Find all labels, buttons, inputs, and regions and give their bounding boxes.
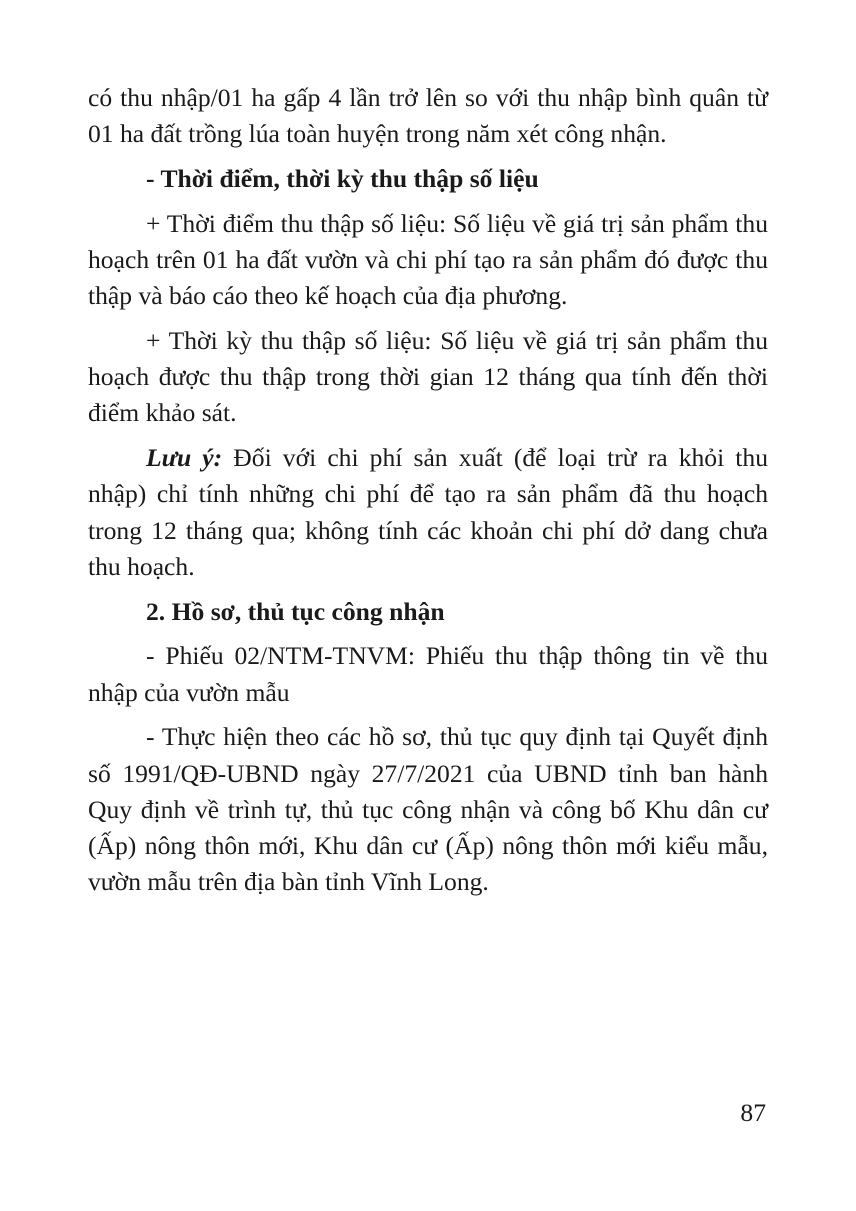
note-text: Đối với chi phí sản xuất (để loại trừ ra khỏi thu nhập) chỉ tính những chi phí để tạo ra sản phẩm đã thu hoạch trong 12 tháng qua; không tính các khoản chi phí dở dang chưa thu hoạch. xyxy=(88,443,768,581)
page-number: 87 xyxy=(740,1098,766,1127)
paragraph-continuation: có thu nhập/01 ha gấp 4 lần trở lên so với thu nhập bình quân từ 01 ha đất trồng lúa toàn huyện trong năm xét công nhận. xyxy=(88,83,768,149)
paragraph-form: - Phiếu 02/NTM-TNVM: Phiếu thu thập thông tin về thu nhập của vườn mẫu xyxy=(88,641,768,707)
section-heading-dossier: 2. Hồ sơ, thủ tục công nhận xyxy=(146,596,445,626)
note-label: Lưu ý: xyxy=(146,443,223,473)
section-heading-collection-time: - Thời điểm, thời kỳ thu thập số liệu xyxy=(146,164,539,193)
paragraph-note xyxy=(88,440,768,585)
paragraph-collection-point: + Thời điểm thu thập số liệu: Số liệu về giá trị sản phẩm thu hoạch trên 01 ha đất vườn và chi phí tạo ra sản phẩm đó được thu thập và báo cáo theo kế hoạch của địa phương. xyxy=(88,208,768,311)
page-body xyxy=(88,80,768,909)
paragraph-collection-period: + Thời kỳ thu thập số liệu: Số liệu về giá trị sản phẩm thu hoạch được thu thập trong thời gian 12 tháng qua tính đến thời điểm khảo sát. xyxy=(88,326,768,428)
paragraph-procedure: - Thực hiện theo các hồ sơ, thủ tục quy định tại Quyết định số 1991/QĐ-UBND ngày 27/7/2021 của UBND tỉnh ban hành Quy định về trình tự, thủ tục công nhận và công bố Khu dân cư (Ấp) nông thôn mới, Khu dân cư (Ấp) nông thôn mới kiểu mẫu, vườn mẫu trên địa bàn tỉnh Vĩnh Long. xyxy=(88,722,768,897)
